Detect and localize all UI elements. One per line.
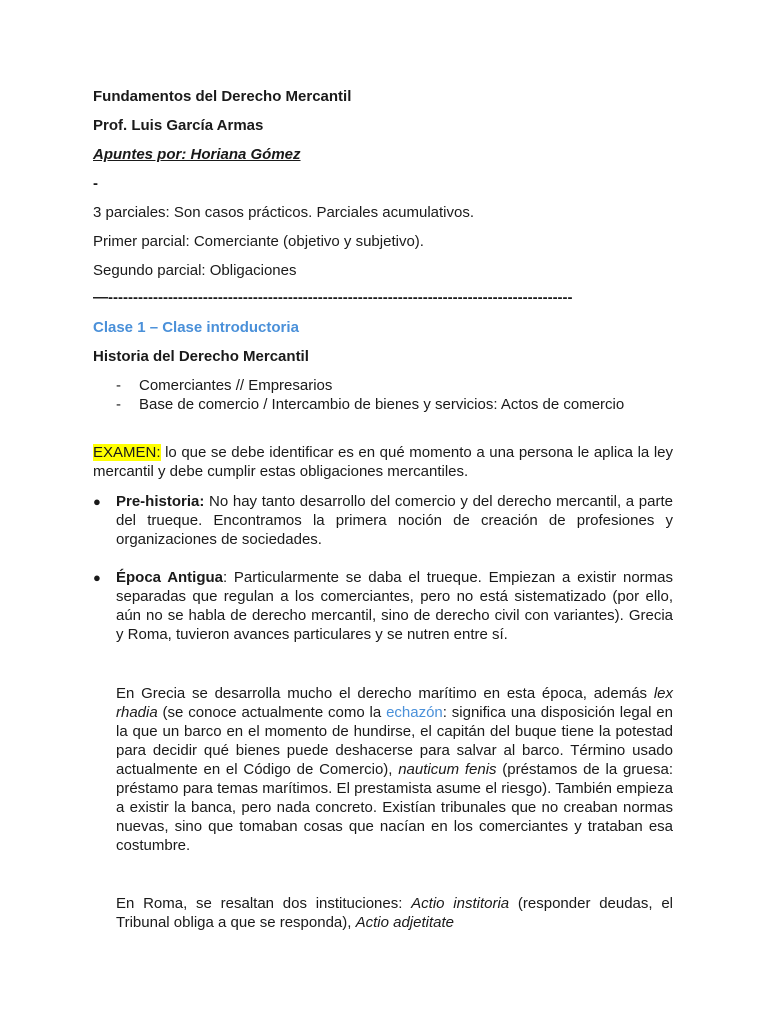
bullet-term: Época Antigua — [116, 569, 224, 586]
list-item: Base de comercio / Intercambio de bienes y servicios: Actos de comercio — [139, 396, 625, 413]
text-run: En Roma, se resaltan dos instituciones: — [116, 895, 412, 912]
nauticum-fenis-term: nauticum fenis — [398, 761, 497, 778]
exam-note — [93, 443, 673, 481]
actio-institoria-term: Actio institoria — [411, 895, 510, 912]
rome-paragraph — [116, 894, 673, 932]
actio-adjetitate-term: Actio adjetitate — [355, 914, 455, 931]
echazon-link[interactable]: echazón — [386, 704, 443, 721]
bullet-prehistoria — [116, 492, 673, 549]
bullet-icon: ● — [93, 570, 101, 585]
bullet-term: Pre-historia: — [116, 493, 205, 510]
professor-name: Prof. Luis García Armas — [93, 117, 264, 134]
greece-paragraph — [116, 684, 673, 855]
separator-dash: - — [93, 175, 98, 192]
parciales-info: 3 parciales: Son casos prácticos. Parciales acumulativos. — [93, 204, 475, 221]
dash-marker: - — [116, 377, 121, 394]
bullet-text: No hay tanto desarrollo del comercio y del derecho mercantil, a parte del trueque. Encontramos la primera noción de creación de profesiones y organizaciones de sociedades. — [116, 493, 673, 548]
bullet-icon: ● — [93, 494, 101, 509]
text-run: (préstamos de la gruesa: préstamo para temas marítimos. El prestamista asume el riesgo). También empieza a existir la banca, pero nada concreto. Existían tribunales que no creaban normas nuevas, sino que tomaban cosas que nacían en los comerciantes y trataban esa costumbre. — [116, 761, 673, 854]
class-heading: Clase 1 – Clase introductoria — [93, 319, 299, 336]
text-run: : significa una disposición legal en la que un barco en el momento de hundirse, el capitán del buque tiene la potestad para decidir qué bienes puede deshacerse para salvar al barco. Término usado actualmente en el Código de Comercio), — [116, 704, 673, 778]
bullet-text: : Particularmente se daba el trueque. Empiezan a existir normas separadas que regulan a los comerciantes, pero no está sistematizado (por ello, aún no se habla de derecho mercantil, sino de derecho civil con variantes). Grecia y Roma, tuvieron avances particulares y se nutren entre sí. — [116, 569, 673, 643]
exam-text: lo que se debe identificar es en qué momento a una persona le aplica la ley mercantil y debe cumplir estas obligaciones mercantiles. — [93, 444, 673, 480]
list-item: Comerciantes // Empresarios — [139, 377, 333, 394]
lex-rhadia-term: lex rhadia — [116, 685, 673, 721]
primer-parcial-info: Primer parcial: Comerciante (objetivo y subjetivo). — [93, 233, 424, 250]
section-divider: —--------------------------------------------------------------------------------------------- — [93, 289, 573, 306]
text-run: (responder deudas, el Tribunal obliga a que se responda), — [116, 895, 673, 931]
segundo-parcial-info: Segundo parcial: Obligaciones — [93, 262, 297, 279]
text-run: (se conoce actualmente como la — [157, 704, 387, 721]
exam-label: EXAMEN: — [93, 444, 161, 461]
course-title: Fundamentos del Derecho Mercantil — [93, 88, 352, 105]
dash-marker: - — [116, 396, 121, 413]
section-heading: Historia del Derecho Mercantil — [93, 348, 309, 365]
notes-author: Apuntes por: Horiana Gómez — [93, 146, 301, 163]
text-run: En Grecia se desarrolla mucho el derecho marítimo en esta época, además — [116, 685, 654, 702]
bullet-epoca-antigua — [116, 568, 673, 644]
